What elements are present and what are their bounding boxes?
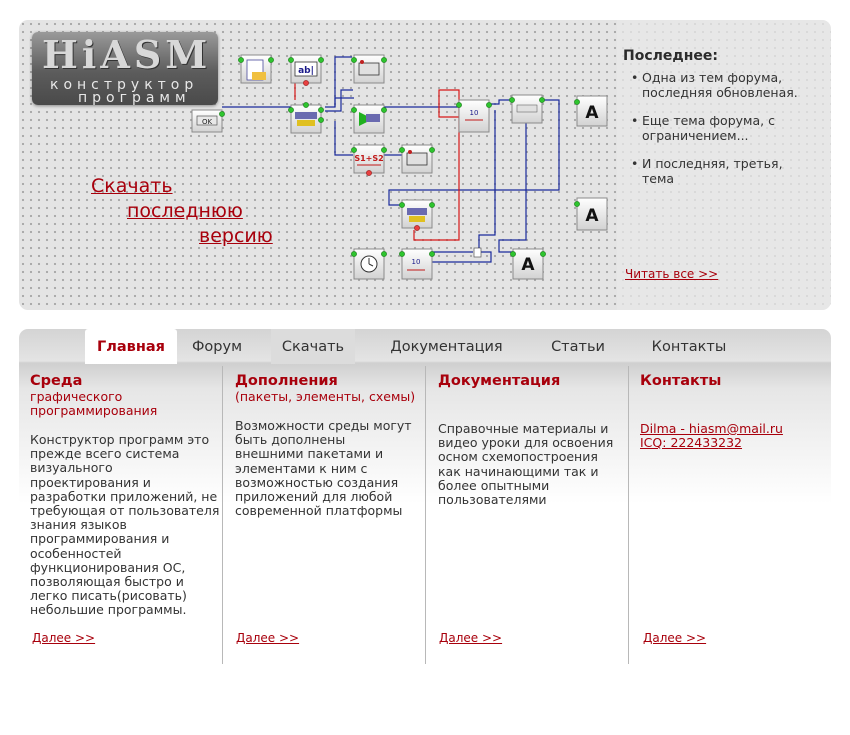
latest-item[interactable]: • Одна из тем форума, последняя обновленая.	[623, 70, 805, 100]
column-divider	[222, 366, 223, 664]
contact-email[interactable]: Dilma - hiasm@mail.ru	[640, 421, 783, 436]
column-divider	[425, 366, 426, 664]
logo-subtitle-2: программ	[78, 90, 191, 106]
column-title: Документация	[438, 373, 561, 389]
logo-subtitle-1: конструктор	[50, 77, 199, 93]
tab-forum[interactable]: Форум	[191, 339, 243, 355]
column-title: Среда	[30, 373, 83, 389]
tab-download[interactable]: Скачать	[271, 329, 355, 364]
main-content	[19, 329, 831, 689]
latest-list	[623, 70, 805, 199]
column-title: Контакты	[640, 373, 722, 389]
latest-item[interactable]: • Еще тема форума, с ограничением...	[623, 113, 805, 143]
label-glyph-3: A	[521, 255, 535, 275]
latest-item[interactable]: • И последняя, третья, тема	[623, 156, 805, 186]
column-text: Справочные материалы и видео уроки для освоения осном схемопостроения как начинающими так и более опытными пользователями	[438, 421, 614, 508]
column-title: Дополнения	[235, 373, 338, 389]
column-contacts	[640, 373, 820, 450]
column-text: Возможности среды могут быть дополнены внешними пакетами и элементами к ним с возможностью создания приложений для любой современной платформы	[235, 418, 412, 519]
svg-text:10: 10	[469, 109, 479, 117]
latest-panel	[617, 20, 831, 310]
tab-documentation[interactable]: Документация	[390, 339, 503, 355]
column-divider	[628, 366, 629, 664]
contact-icq[interactable]: ICQ: 222433232	[640, 435, 743, 450]
more-link-contacts[interactable]: Далее >>	[643, 631, 707, 645]
edit-glyph: ab|	[298, 66, 314, 76]
more-link-documentation[interactable]: Далее >>	[439, 631, 503, 645]
column-extensions	[235, 373, 417, 518]
label-glyph-2: A	[585, 206, 599, 226]
download-link-line-3[interactable]: версию	[199, 225, 273, 247]
label-glyph-1: A	[585, 103, 599, 123]
strcat-glyph: S1+S2	[354, 154, 384, 163]
more-link-extensions[interactable]: Далее >>	[236, 631, 300, 645]
column-documentation	[438, 373, 618, 507]
tab-contacts[interactable]: Контакты	[651, 339, 727, 355]
download-link-line-2[interactable]: последнюю	[127, 200, 243, 222]
read-all-link[interactable]: Читать все >>	[625, 267, 719, 281]
logo-title: HiASM	[42, 32, 212, 77]
ok-label: OK	[201, 118, 213, 126]
column-environment	[30, 373, 220, 618]
column-text: Конструктор программ это прежде всего система визуального проектирования и разработки приложений, не требующая от пользователя знания языков программирования и особенностей функционирования ОС, позволяющая быстро и легко писать(рисовать) небольшие программы.	[30, 432, 220, 618]
latest-heading: Последнее:	[623, 48, 718, 64]
tab-home[interactable]: Главная	[85, 329, 177, 364]
column-subtitle: графического программирования	[30, 389, 158, 418]
nav-tabs	[19, 329, 831, 364]
svg-text:10: 10	[411, 258, 421, 266]
tab-articles[interactable]: Статьи	[551, 339, 605, 355]
banner	[19, 20, 831, 310]
more-link-environment[interactable]: Далее >>	[32, 631, 96, 645]
column-subtitle: (пакеты, элементы, схемы)	[235, 389, 416, 404]
download-link-line-1[interactable]: Скачать	[91, 175, 173, 197]
